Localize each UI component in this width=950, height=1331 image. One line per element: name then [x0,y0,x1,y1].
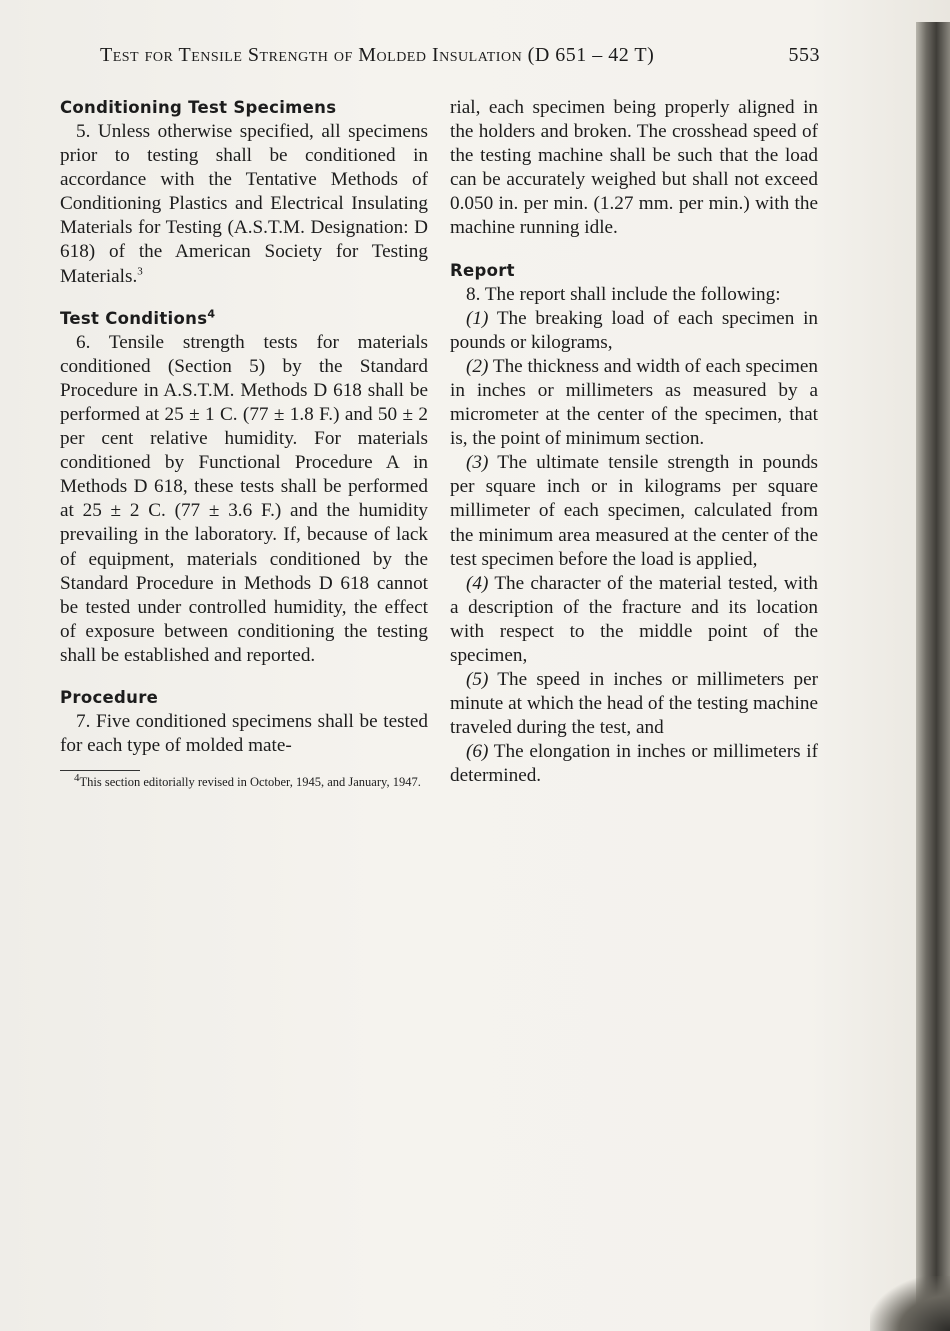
footnote-rule [60,770,140,771]
right-column [450,96,818,789]
para-5: 5. Unless otherwise specified, all specimens prior to testing shall be conditioned in accordance with the Tentative Methods of Conditioning Plastics and Electrical Insulating Materials for Testing (A.S.T.M. Designation: D 618) of the American Society for Testing Materials.$^3$ [60,121,428,287]
report-item-2: (2) The thickness and width of each specimen in inches or millimeters as measured by a micrometer at the center of the specimen, that is, the point of minimum section. [450,355,818,450]
footnote-ref-4: 4 [207,307,216,321]
para-7-continued: rial, each specimen being properly aligned in the holders and broken. The crosshead speed of the testing machine shall be such that the load can be accurately weighed but shall not exceed 0.050 in. per min. (1.27 mm. per min.) with the machine running idle. [450,97,818,239]
header-title: Test for Tensile Strength of Molded Insulation (D 651 – 42 T) [100,44,655,66]
report-item-3: (3) The ultimate tensile strength in pounds per square inch or in kilograms per square millimeter of each specimen, calculated from the minimum area measured at the center of the test specimen before the load is applied, [450,452,819,570]
para-8: 8. The report shall include the following: [466,283,781,305]
page-number: 553 [788,44,820,66]
report-item-5: (5) The speed in inches or millimeters per minute at which the head of the testing machine traveled during the test, and [450,669,818,739]
heading-conditioning: Conditioning Test Specimens [60,98,337,117]
para-7: 7. Five conditioned specimens shall be tested for each type of molded mate- [60,710,428,757]
report-item-1: (1) The breaking load of each specimen in pounds or kilograms, [450,307,818,353]
para-6: 6. Tensile strength tests for materials conditioned (Section 5) by the Standard Procedure in A.S.T.M. Methods D 618 shall be performed at 25 ± 1 C. (77 ± 1.8 F.) and 50 ± 2 per cent relative humidity. For materials conditioned by Functional Procedure A in Methods D 618, these tests shall be performed at 25 ± 2 C. (77 ± 3.6 F.) and the humidity prevailing in the laboratory. If, because of lack of equipment, materials conditioned by the Standard Procedure in Methods D 618 cannot be tested under controlled humidity, the effect of exposure between conditioning the testing shall be established and reported. [60,331,428,666]
heading-test-conditions: Test Conditions$^4$ [60,307,216,328]
page-corner-curl [870,1276,950,1331]
heading-procedure: Procedure [60,687,159,707]
report-item-4: (4) The character of the material tested, with a description of the fracture and its location with respect to the middle point of the specimen, [450,572,819,666]
footnote-ref-3: 3 [137,265,143,278]
left-column [60,96,428,790]
heading-report: Report [450,260,515,280]
book-binding-shadow [916,22,950,1331]
running-header [100,44,820,67]
footnote-4: $^4$This section editorially revised in October, 1945, and January, 1947. [74,772,421,790]
report-item-6: (6) The elongation in inches or millimeters if determined. [450,741,818,787]
